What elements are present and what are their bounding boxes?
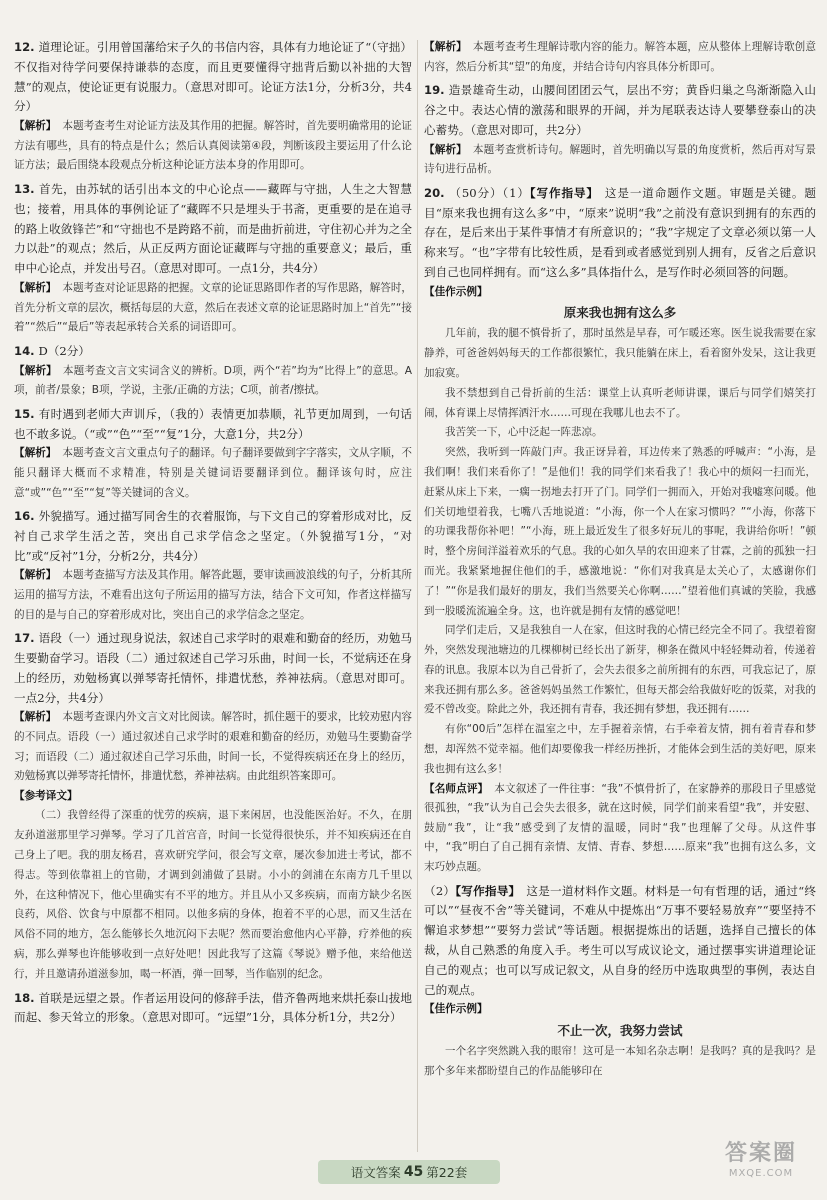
analysis-17: 【解析】 本题考查课内外文言文对比阅读。解答时，抓住题干的要求，比较劝慰内容的不同点。语段（一）通过叙述自己求学时的艰难和勤奋的经历，劝勉马生要勤奋学习；而语段（二）通过叙述自己学习乐曲，时间一长，不觉得疾病还在身上的经历，劝勉杨寘以弹琴寄托情怀，排遣忧愁，养神祛病。由此组织答案即可。	[14, 711, 413, 783]
sample-essay-1-body	[424, 324, 816, 779]
analysis-15: 【解析】 本题考查文言文重点句子的翻译。句子翻译要做到字字落实，文从字顺，不能只翻译大概而不求精准，特别是关键词语要翻译到位。翻译该句时，应注意“或”“色”“至”“复”等关键词的含义。	[14, 447, 413, 499]
answer-18: 18. 首联是远望之景。作者运用设问的修辞手法，借齐鲁两地来烘托泰山拔地而起、参天耸立的形象。（意思对即可。“远望”1分，具体分析1分，共2分）	[14, 990, 412, 1025]
essay-paragraph: 我不禁想到自己骨折前的生活：课堂上认真听老师讲课，课后与同学们嬉笑打闹，体育课上尽情挥洒汗水……可现在我哪儿也去不了。	[424, 386, 816, 419]
analysis-18: 【解析】 本题考查考生理解诗歌内容的能力。解答本题，应从整体上理解诗歌创意内容，然后分析其“望”的角度，并结合诗句内容具体分析即可。	[424, 41, 816, 73]
sample-essay-2-heading: 【佳作示例】	[424, 1003, 488, 1016]
essay-paragraph: 同学们走后，又是我独自一人在家，但这时我的心情已经完全不同了。我望着窗外，突然发现池塘边的几棵柳树已经长出了新芽，柳条在微风中轻轻舞动着，传递着春的讯息。我原本以为自己骨折了，会失去很多之前所拥有的东西，可我忘记了，原来我还拥有那么多。爸爸妈妈虽然工作繁忙，但每天都会给我做好吃的饭菜，对我的爱不曾改变。除此之外，我还拥有青春，我还拥有梦想，我还拥有……	[424, 624, 816, 716]
analysis-14: 【解析】 本题考查文言文实词含义的辨析。D项，两个“若”均为“比得上”的意思。A项，前者/景象；B项，学说，主张/正确的方法；C项，前者/擦拭。	[14, 364, 412, 397]
page-number: 45	[403, 1164, 424, 1180]
answer-19: 19. 造景雄奇生动，山腰间团团云气，层出不穷；黄昏归巢之鸟渐渐隐入山谷之中。表达心情的激荡和眼界的开阔，并为尾联表达诗人要攀登泰山的决心蓄势。（意思对即可，共2分）	[424, 83, 816, 137]
sample-essay-1-heading: 【佳作示例】	[424, 285, 488, 298]
footer-set: 第22套	[426, 1165, 468, 1180]
answer-15: 15. 有时遇到老师大声训斥，（我的）表情更加恭顺，礼节更加周到，一句话也不敢多说。（“或”“色”“至”“复”1分，大意1分，共2分）	[14, 406, 412, 441]
essay-paragraph: 有你“00后”怎样在温室之中，左手握着亲情，右手牵着友情，拥有着青春和梦想，却浑然不觉幸福。他们却要像我一样经历挫折，才能体会到生活的美好吧，原来我也拥有这么多！	[424, 723, 816, 775]
analysis-16: 【解析】 本题考查描写方法及其作用。解答此题，要审读画波浪线的句子，分析其所运用的描写方法，不难看出这句子所运用的描写方法，结合下文可知，作者这样描写的目的是与自己的穿着形成对比，突出自己的求学信念之坚定。	[14, 569, 413, 621]
analysis-19: 【解析】 本题考查赏析诗句。解题时，首先明确以写景的角度赏析，然后再对写景诗句进行品析。	[424, 143, 816, 176]
answer-17: 17. 语段（一）通过现身说法，叙述自己求学时的艰难和勤奋的经历，劝勉马生要勤奋学习。语段（二）通过叙述自己学习乐曲，时间一长，不觉病还在身上的经历，劝勉杨寘以弹琴寄托情怀，排遣忧愁，养神祛病。（意思对即可。一点2分，共4分）	[14, 631, 412, 705]
reference-translation: （二）我曾经得了深重的忧劳的疾病，退下来闲居，也没能医治好。不久，在朋友孙道滋那里学习弹琴。学习了几首宫音，时间一长觉得很快乐，并不知疾病还在自己身上了吧。我的朋友杨君，喜欢研究学问，很会写文章，屡次参加进士考试，都不得志。等到依靠祖上的官勋，才调到剑浦做了县尉。小小的剑浦在东南方几千里以外，在这种情况下，他心里确实有不平的地方。并且从小又多疾病，而南方缺少名医良药，风俗、饮食与中原都不相同。以他多病的身体，抱着不平的心思，而又生活在风俗不同的地方，怎么能够长久地沉闷下去呢？然而要治愈他内心平静，疗养他的疾病，那么弹琴也许能够收到一点好处吧！因此我写了这篇《琴说》赠予他，来给他送行，并且邀请孙道滋参加，喝一杯酒，弹一回琴，当作临别的纪念。	[14, 809, 412, 980]
sample-essay-2-body: 一个名字突然跳入我的眼帘！这可是一本知名杂志啊！是我吗？真的是我吗？是那个多年来都盼望自己的作品能够印在	[424, 1045, 816, 1077]
left-column	[14, 38, 412, 1028]
right-column	[424, 38, 816, 1082]
reference-translation-heading: 【参考译文】	[14, 789, 78, 802]
answer-20-part1: 20. （50分）（1）【写作指导】 这是一道命题作文题。审题是关键。题目“原来我也拥有这么多”中，“原来”说明“我”之前没有意识到拥有的东西的存在，是后来出于某件事情才有所意识的；“我”字规定了文章必须以第一人称来写。“也”字带有比较性质，是看到或者感觉到别人拥有，反省之后意识到自己也同样拥有。而“这么多”具体指什么，是写作时必须回答的问题。	[424, 185, 816, 279]
sample-essay-2-title: 不止一次，我努力尝试	[557, 1023, 683, 1039]
answer-13: 13. 首先，由苏轼的话引出本文的中心论点——藏晖与守拙，人生之大智慧也；接着，用具体的事例论证了“藏晖不只是埋头于书斋，更重要的是在追寻的路上收敛锋芒”和“守拙也不是跨路不前，而是曲折前进，守住初心并为之全力以赴”的观点；然后，从正反两方面论证藏晖与守拙的重要意义；最后，重申中心论点，并发出号召。（意思对即可。一点1分，共4分）	[14, 181, 412, 276]
teacher-comment: 【名师点评】 本文叙述了一件往事：“我”不慎骨折了，在家静养的那段日子里感觉很孤独，“我”认为自己会失去很多，就在这时候，同学们前来看望“我”，并安慰、鼓励“我”，让“我”感受到了友情的温暖，同时“我”也理解了父母。从这件事中，“我”明白了自己拥有亲情、友情、青春、梦想……原来“我”也拥有这么多，文末巧妙点题。	[424, 782, 817, 874]
essay-paragraph: 突然，我听到一阵敲门声。我正讶异着，耳边传来了熟悉的呼喊声：“小海，是我们啊！我们来看你了！”是他们！我的同学们来看我了！我心中的烦闷一扫而光，赶紧从床上下来，一瘸一拐地去打开了门。同学们一拥而入，开始对我嘘寒问暖。他们关切地望着我，七嘴八舌地说道：“小海，你一个人在家习惯吗？”“小海，你落下的功课我帮你补吧！”“小海，班上最近发生了很多好玩儿的事呢，我讲给你听！”顿时，整个房间洋溢着欢乐的气息。我的心如久旱的农田迎来了甘霖，之前的孤独一扫而光。我紧紧地握住他们的手，感激地说：“你们对我真是太关心了，太感谢你们了！”“你是我们最好的朋友，我们当然要关心你啊……”望着他们真诚的笑脸，我感到一股暖流流遍全身。这，也许就是拥有友情的感觉吧！	[424, 446, 816, 617]
answer-20-part2: （2）【写作指导】 这是一道材料作文题。材料是一句有哲理的话，通过“终可以”“昼夜不舍”等关键词，不难从中提炼出“万事不要轻易放弃”“要坚持不懈追求梦想”“要努力尝试”等话题。根据提炼出的话题，选择自己擅长的体裁，从自己熟悉的角度入手。考生可以写成议论文，通过摆事实讲道理论证自己的观点；也可以写成记叙文，从自身的经历中选取典型的事例，表达自己的观点。	[424, 883, 816, 997]
essay-paragraph: 我苦笑一下，心中泛起一阵悲凉。	[445, 426, 603, 439]
answer-12: 12. 道理论证。引用曾国藩给宋子久的书信内容，具体有力地论证了“（守拙）不仅指对待学问要保持谦恭的态度，而且更要懂得守拙背后勤以补拙的大智慧”的观点，使论证更有说服力。（意思对即可。论证方法1分，分析3分，共4分）	[14, 40, 412, 114]
page-footer	[318, 1160, 500, 1184]
sample-essay-1-title: 原来我也拥有这么多	[563, 305, 677, 321]
column-divider	[417, 40, 418, 1152]
essay-paragraph: 几年前，我的腿不慎骨折了，那时虽然是早春，可乍暖还寒。医生说我需要在家静养，可爸爸妈妈每天的工作都很繁忙，我只能躺在床上，看着窗外发呆，这让我更加寂寞。	[424, 327, 816, 379]
answer-14: 14. D（2分）	[14, 343, 91, 358]
answer-16: 16. 外貌描写。通过描写同舍生的衣着服饰，与下文自己的穿着形成对比，反衬自己求学生活之苦，突出自己求学信念之坚定。（外貌描写1分，“对比”或“反衬”1分，分析2分，共4分）	[14, 509, 412, 563]
site-watermark-logo: 答案圈 MXQE.COM	[724, 1141, 797, 1179]
footer-subject: 语文答案	[350, 1165, 401, 1180]
analysis-12: 【解析】 本题考查考生对论证方法及其作用的把握。解答时，首先要明确常用的论证方法有哪些，具有的特点是什么；然后认真阅读第④段，判断该段主要运用了什么论证方法；最后围绕本段观点分析这种论证方法本身的作用即可。	[14, 120, 413, 172]
analysis-13: 【解析】 本题考查对论证思路的把握。文章的论证思路即作者的写作思路，解答时，首先分析文章的层次，概括每层的大意，然后在表述文章的论证思路时加上“首先”“接着”“然后”“最后”等表起承转合关系的词语即可。	[14, 281, 413, 334]
